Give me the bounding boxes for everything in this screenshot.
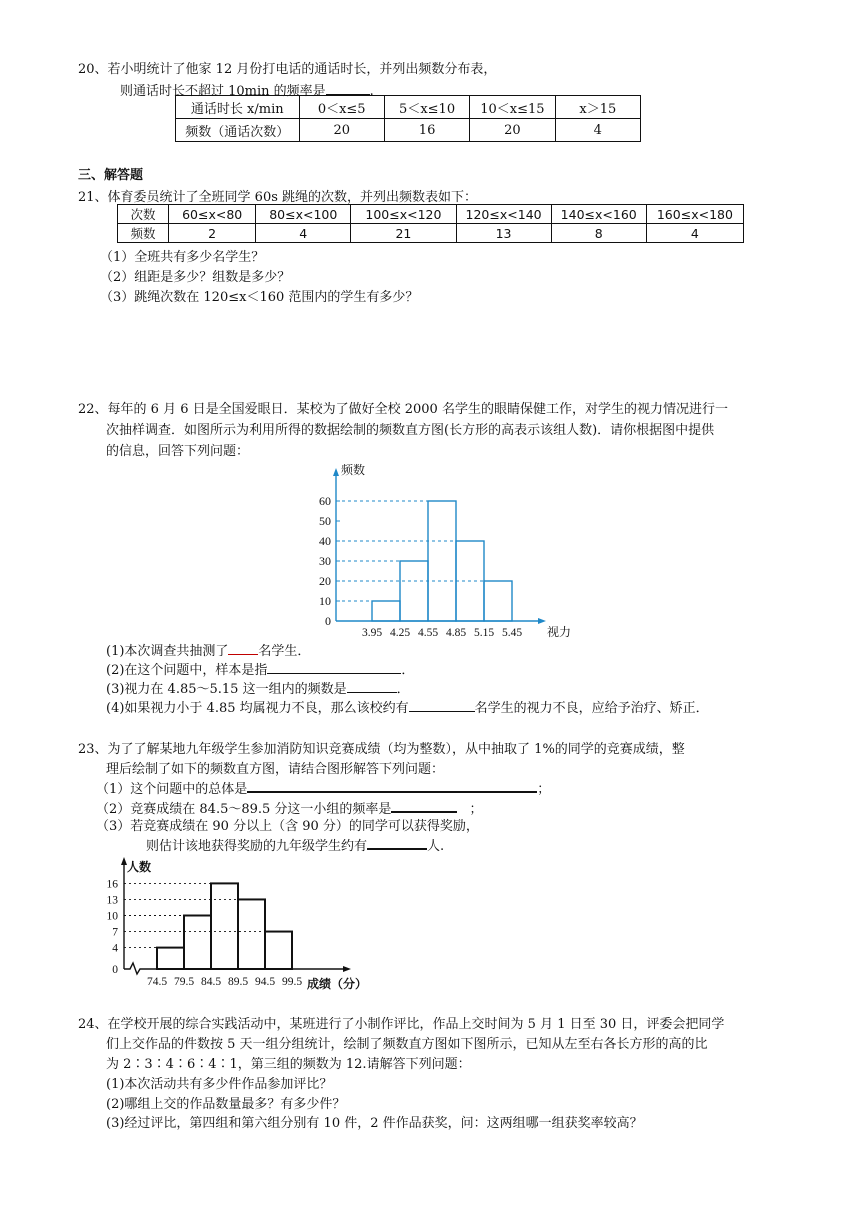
vision-y-arrow bbox=[333, 468, 339, 476]
q22-part3 bbox=[106, 678, 410, 697]
q20-line2-text: 则通话时长不超过 10min 的频率是 bbox=[120, 84, 326, 99]
q20-th-1: 0＜x≤5 bbox=[299, 96, 384, 119]
vision-bar-1 bbox=[400, 561, 428, 621]
score-xtick-label: 99.5 bbox=[281, 976, 303, 988]
score-xtick-label: 89.5 bbox=[227, 976, 249, 988]
q23-p1-blank[interactable] bbox=[247, 777, 537, 793]
table-row bbox=[118, 224, 744, 243]
q22-p4-blank[interactable] bbox=[409, 697, 475, 712]
q22-p4-text: (4)如果视力小于 4.85 均属视力不良，那么该校约有 bbox=[106, 701, 409, 716]
vision-bar-0 bbox=[372, 601, 400, 621]
q20-answer-blank[interactable] bbox=[326, 80, 370, 95]
vision-ytick-label: 50 bbox=[319, 514, 331, 528]
vision-ylabel: 频数 bbox=[341, 463, 366, 477]
q21-td-6: 4 bbox=[646, 224, 743, 243]
q21-th-3: 100≤x<120 bbox=[351, 205, 456, 224]
q20-td-0: 频数（通话次数） bbox=[176, 119, 300, 142]
q23-p2-text: （2）竞赛成绩在 84.5～89.5 分这一小组的频率是 bbox=[96, 802, 392, 817]
q21-th-6: 160≤x<180 bbox=[646, 205, 743, 224]
score-bar-3 bbox=[238, 899, 265, 969]
table-row bbox=[176, 119, 641, 142]
q22-p1-text: (1)本次调查共抽测了 bbox=[106, 644, 229, 659]
table-row bbox=[176, 96, 641, 119]
q23-p3b-blank[interactable] bbox=[367, 834, 427, 850]
q20-th-3: 10＜x≤15 bbox=[470, 96, 555, 119]
vision-xtick-label: 5.45 bbox=[501, 627, 523, 639]
q23-p1-end: ； bbox=[537, 782, 551, 797]
q20-th-0: 通话时长 x/min bbox=[176, 96, 300, 119]
q22-part2 bbox=[106, 659, 414, 678]
q23-p1-text: （1）这个问题中的总体是 bbox=[96, 782, 248, 797]
score-xtick-label: 94.5 bbox=[254, 976, 276, 988]
vision-x-arrow bbox=[538, 618, 546, 624]
score-xtick-label: 79.5 bbox=[173, 976, 195, 988]
q22-p3-end: ． bbox=[396, 682, 410, 697]
score-bar-1 bbox=[184, 916, 211, 970]
q20-td-4: 4 bbox=[555, 119, 640, 142]
score-ytick-label: 13 bbox=[106, 894, 118, 907]
score-ytick-label: 10 bbox=[106, 910, 118, 923]
q24-line3: 为 2∶3∶4∶6∶4∶1，第三组的频数为 12.请解答下列问题： bbox=[106, 1057, 471, 1072]
q21-td-2: 4 bbox=[256, 224, 351, 243]
vision-xtick-label: 4.55 bbox=[417, 627, 439, 639]
score-ytick-label: 16 bbox=[106, 878, 118, 891]
q24-part1: (1)本次活动共有多少件作品参加评比？ bbox=[106, 1077, 333, 1092]
q24-part3: (3)经过评比，第四组和第六组分别有 10 件，2 件作品获奖，问：这两组哪一组获奖率较高？ bbox=[106, 1116, 643, 1131]
q23-p2-blank[interactable] bbox=[391, 797, 457, 813]
q21-intro: 21、体育委员统计了全班同学 60s 跳绳的次数，并列出频数表如下： bbox=[78, 190, 478, 205]
score-xlabel: 成绩（分） bbox=[307, 977, 368, 991]
q22-p2-blank[interactable] bbox=[267, 659, 401, 674]
q23-part1 bbox=[96, 777, 550, 797]
vision-ytick-label: 30 bbox=[319, 554, 331, 568]
score-ylabel: 人数 bbox=[127, 860, 152, 874]
q23-line1: 23、为了了解某地九年级学生参加消防知识竞赛成绩（均为整数），从中抽取了 1%的同学的竞赛成绩，整 bbox=[78, 742, 685, 757]
q20-td-3: 20 bbox=[470, 119, 555, 142]
vision-xtick-label: 3.95 bbox=[361, 627, 383, 639]
vision-ytick-label: 40 bbox=[319, 534, 331, 548]
q23-p3b-text: 则估计该地获得奖励的九年级学生约有 bbox=[146, 839, 368, 854]
q21-part3: （3）跳绳次数在 120≤x＜160 范围内的学生有多少？ bbox=[100, 290, 419, 305]
q21-td-3: 21 bbox=[351, 224, 456, 243]
score-ytick-label: 7 bbox=[112, 926, 118, 939]
q22-p2-end: ． bbox=[401, 663, 415, 678]
q20-td-1: 20 bbox=[299, 119, 384, 142]
q22-p1-end: 名学生． bbox=[258, 644, 311, 659]
vision-ytick-label: 0 bbox=[325, 614, 331, 628]
q20-line1: 20、若小明统计了他家 12 月份打电话的通话时长，并列出频数分布表， bbox=[78, 62, 497, 77]
score-xtick-label: 74.5 bbox=[146, 976, 168, 988]
q21-th-4: 120≤x<140 bbox=[456, 205, 551, 224]
vision-histogram bbox=[300, 462, 590, 642]
q22-p2-text: (2)在这个问题中，样本是指 bbox=[106, 663, 268, 678]
vision-ytick-label: 60 bbox=[319, 494, 331, 508]
q22-p4-end: 名学生的视力不良，应给予治疗、矫正． bbox=[474, 701, 709, 716]
vision-ytick-label: 10 bbox=[319, 594, 331, 608]
q21-part1: （1）全班共有多少名学生？ bbox=[100, 250, 265, 265]
q21-part2: （2）组距是多少？组数是多少？ bbox=[100, 270, 291, 285]
q21-th-2: 80≤x<100 bbox=[256, 205, 351, 224]
q21-th-0: 次数 bbox=[118, 205, 169, 224]
q21-td-0: 频数 bbox=[118, 224, 169, 243]
vision-xtick-label: 4.85 bbox=[445, 627, 467, 639]
score-bar-4 bbox=[265, 932, 292, 969]
q21-td-5: 8 bbox=[551, 224, 646, 243]
table-row bbox=[118, 205, 744, 224]
q20-th-4: x＞15 bbox=[555, 96, 640, 119]
q22-part1 bbox=[106, 640, 310, 659]
q20-td-2: 16 bbox=[384, 119, 469, 142]
q20-th-2: 5＜x≤10 bbox=[384, 96, 469, 119]
q23-p3b-end: 人. bbox=[427, 839, 445, 854]
score-x-arrow bbox=[343, 966, 351, 972]
vision-bar-2 bbox=[428, 501, 456, 621]
score-histogram bbox=[100, 855, 370, 993]
q22-p1-blank[interactable] bbox=[228, 640, 258, 655]
q21-table bbox=[117, 204, 744, 243]
q23-part2 bbox=[96, 797, 482, 817]
q24-line1: 24、在学校开展的综合实践活动中，某班进行了小制作评比，作品上交时间为 5 月 1 日至 30 日，评委会把同学 bbox=[78, 1017, 725, 1032]
q20-table bbox=[175, 95, 641, 142]
q22-p3-text: (3)视力在 4.85～5.15 这一组内的频数是 bbox=[106, 682, 347, 697]
q24-line2: 们上交作品的件数按 5 天一组分组统计，绘制了频数直方图如下图所示，已知从左至右各长方形的高的比 bbox=[106, 1037, 708, 1052]
q21-td-1: 2 bbox=[169, 224, 256, 243]
q21-td-4: 13 bbox=[456, 224, 551, 243]
q21-th-5: 140≤x<160 bbox=[551, 205, 646, 224]
q22-p3-blank[interactable] bbox=[347, 678, 397, 693]
vision-xtick-label: 4.25 bbox=[389, 627, 411, 639]
score-bar-0 bbox=[157, 948, 184, 969]
score-ytick-label: 0 bbox=[112, 964, 118, 976]
vision-xtick-label: 5.15 bbox=[473, 627, 495, 639]
q20-line2-end: . bbox=[369, 84, 374, 99]
q22-line1: 22、每年的 6 月 6 日是全国爱眼日．某校为了做好全校 2000 名学生的眼睛保健工作，对学生的视力情况进行一 bbox=[78, 402, 728, 417]
q23-p2-end: ； bbox=[469, 802, 483, 817]
score-xtick-label: 84.5 bbox=[200, 976, 222, 988]
vision-ytick-label: 20 bbox=[319, 574, 331, 588]
score-ytick-label: 4 bbox=[112, 942, 118, 955]
q24-part2: (2)哪组上交的作品数量最多？有多少件？ bbox=[106, 1097, 346, 1112]
q22-line2: 次抽样调查．如图所示为利用所得的数据绘制的频数直方图(长方形的高表示该组人数)．请你根据图中提供 bbox=[106, 423, 715, 438]
q21-th-1: 60≤x<80 bbox=[169, 205, 256, 224]
vision-bar-4 bbox=[484, 581, 512, 621]
section-title: 三、解答题 bbox=[78, 168, 144, 183]
q23-part3: （3）若竞赛成绩在 90 分以上（含 90 分）的同学可以获得奖励， bbox=[96, 819, 479, 834]
q22-part4 bbox=[106, 697, 709, 716]
q23-line2: 理后绘制了如下的频数直方图，请结合图形解答下列问题： bbox=[106, 762, 445, 777]
q22-line3: 的信息，回答下列问题： bbox=[106, 444, 250, 459]
score-bar-2 bbox=[211, 883, 238, 969]
vision-xlabel: 视力 bbox=[547, 625, 572, 639]
q23-part3b bbox=[146, 834, 444, 854]
